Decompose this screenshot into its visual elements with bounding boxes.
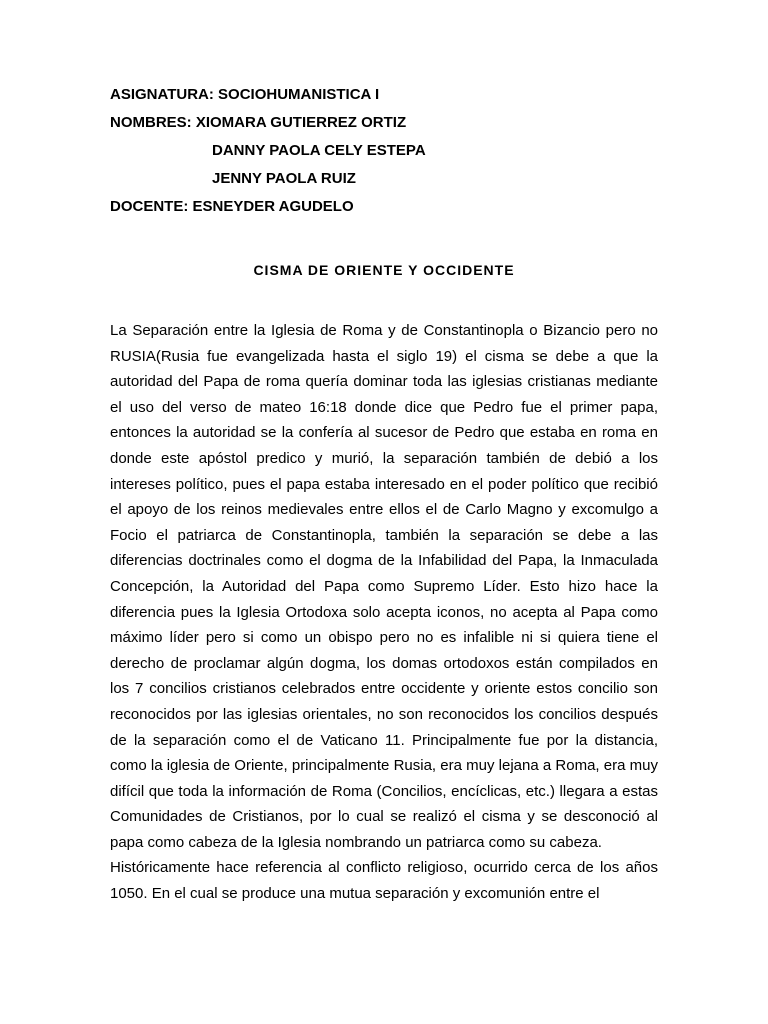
name-2: DANNY PAOLA CELY ESTEPA: [212, 142, 426, 159]
names-line: NOMBRES: XIOMARA GUTIERREZ ORTIZ: [110, 114, 407, 131]
teacher-line: DOCENTE: ESNEYDER AGUDELO: [110, 198, 354, 215]
document-title: CISMA DE ORIENTE Y OCCIDENTE: [253, 262, 515, 278]
paragraph-1: La Separación entre la Iglesia de Roma y de Constantinopla o Bizancio pero no RUSIA(Rusia fue evangelizada hasta el siglo 19) el cisma se debe a que la autoridad del Papa de roma quería dominar toda las iglesias cristianas mediante el uso del verso de mateo 16:18 donde dice que Pedro fue el primer papa, entonces la autoridad se la confería al sucesor de Pedro que estaba en roma en donde este apóstol predico y murió, la separación también de debió a los intereses político, pues el papa estaba interesado en el poder político que recibió el apoyo de los reinos medievales entre ellos el de Carlo Magno y excomulgo a Focio el patriarca de Constantinopla, también la separación se debe a las diferencias doctrinales como el dogma de la Infabilidad del Papa, la Inmaculada Concepción, la Autoridad del Papa como Supremo Líder. Esto hizo hace la diferencia pues la Iglesia Ortodoxa solo acepta iconos, no acepta al Papa como máximo líder pero si como un obispo pero no es infalible ni si quiera tiene el derecho de proclamar algún dogma, los domas ortodoxos están compilados en los 7 concilios cristianos celebrados entre occidente y oriente estos concilio son reconocidos por las iglesias orientales, no son reconocidos los concilios después de la separación como el de Vaticano 11. Principalmente fue por la distancia, como la iglesia de Oriente, principalmente Rusia, era muy lejana a Roma, era muy difícil que toda la información de Roma (Concilios, encíclicas, etc.) llegara a estas Comunidades de Cristianos, por lo cual se realizó el cisma y se desconoció al papa como cabeza de la Iglesia nombrando un patriarca como su cabeza.: [110, 322, 658, 851]
name-3: JENNY PAOLA RUIZ: [212, 170, 356, 187]
paragraph-2: Históricamente hace referencia al conflicto religioso, ocurrido cerca de los años 1050. En el cual se produce una mutua separación y excomunión entre el: [110, 859, 658, 903]
body-text: [110, 318, 658, 907]
subject-line: ASIGNATURA: SOCIOHUMANISTICA I: [110, 86, 380, 103]
